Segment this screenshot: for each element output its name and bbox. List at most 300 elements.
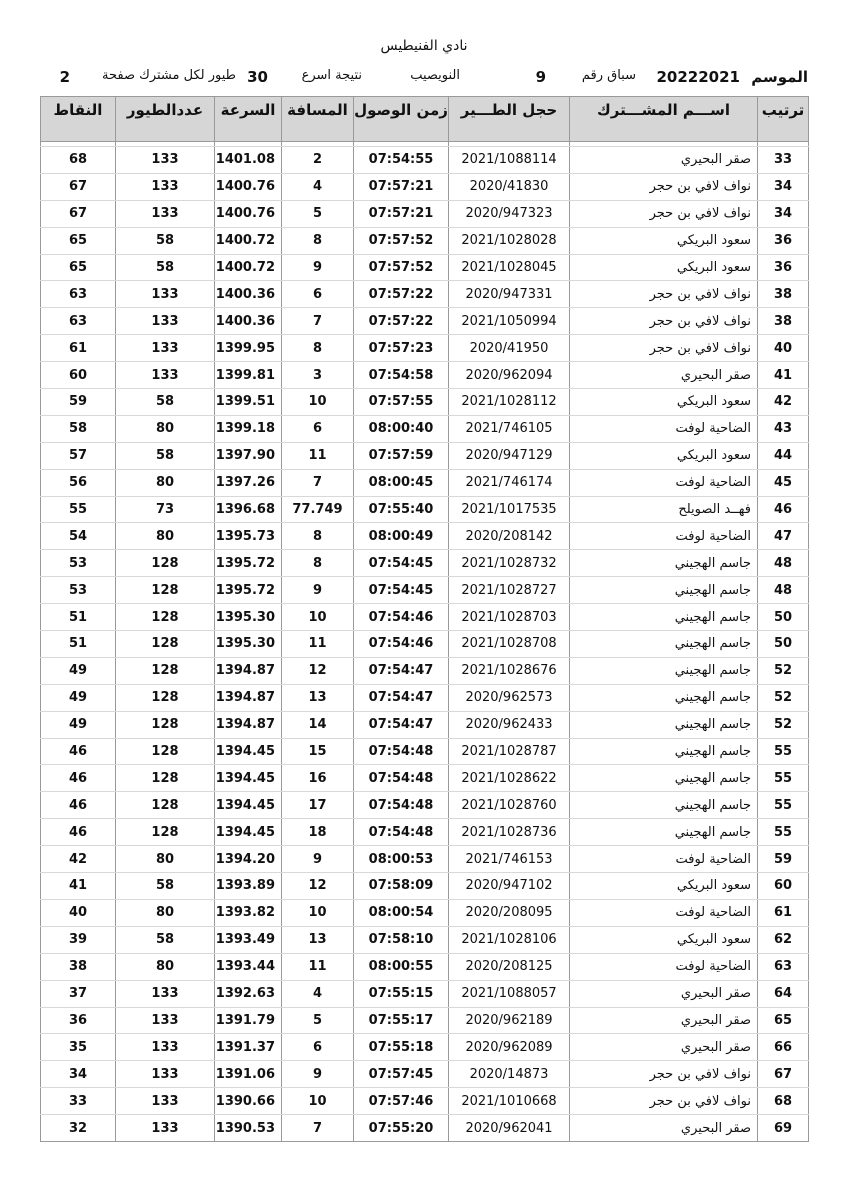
distance-cell: 6	[282, 281, 354, 308]
owner-name: الضاحية لوفت	[570, 846, 758, 873]
ring-number: 2021/1088057	[449, 980, 570, 1007]
table-row	[41, 577, 809, 604]
arrival-time: 07:54:48	[354, 765, 449, 792]
rank-cell: 36	[758, 227, 809, 254]
owner-name: صقر البحيري	[570, 147, 758, 174]
owner-name: الضاحية لوفت	[570, 899, 758, 926]
speed-cell: 1394.87	[215, 684, 282, 711]
owner-name: سعود البريكي	[570, 926, 758, 953]
points-cell: 49	[41, 711, 116, 738]
speed-cell: 1395.72	[215, 550, 282, 577]
speed-cell: 1399.18	[215, 415, 282, 442]
rank-cell: 52	[758, 711, 809, 738]
distance-cell: 9	[282, 254, 354, 281]
speed-cell: 1396.68	[215, 496, 282, 523]
distance-cell: 4	[282, 173, 354, 200]
points-cell: 49	[41, 684, 116, 711]
speed-cell: 1400.36	[215, 308, 282, 335]
arrival-time: 08:00:45	[354, 469, 449, 496]
points-cell: 38	[41, 953, 116, 980]
points-cell: 56	[41, 469, 116, 496]
speed-cell: 1397.90	[215, 442, 282, 469]
distance-cell: 12	[282, 657, 354, 684]
owner-name: جاسم الهجيني	[570, 657, 758, 684]
distance-cell: 17	[282, 792, 354, 819]
col-speed-header: السرعة	[215, 97, 282, 142]
table-row	[41, 281, 809, 308]
points-cell: 53	[41, 577, 116, 604]
distance-cell: 7	[282, 469, 354, 496]
ring-number: 2021/746174	[449, 469, 570, 496]
speed-cell: 1399.81	[215, 362, 282, 389]
rank-cell: 45	[758, 469, 809, 496]
points-cell: 42	[41, 846, 116, 873]
rank-cell: 34	[758, 173, 809, 200]
rank-cell: 66	[758, 1034, 809, 1061]
ring-number: 2020/41950	[449, 335, 570, 362]
ring-number: 2021/746153	[449, 846, 570, 873]
col-distance-header: المسافة	[282, 97, 354, 142]
table-row	[41, 308, 809, 335]
ring-number: 2021/1050994	[449, 308, 570, 335]
distance-cell: 18	[282, 819, 354, 846]
points-cell: 46	[41, 792, 116, 819]
owner-name: الضاحية لوفت	[570, 953, 758, 980]
ring-number: 2021/1028732	[449, 550, 570, 577]
owner-name: جاسم الهجيني	[570, 792, 758, 819]
birds-count-cell: 128	[116, 550, 215, 577]
owner-name: نواف لافي بن حجر	[570, 173, 758, 200]
rank-cell: 36	[758, 254, 809, 281]
arrival-time: 07:57:59	[354, 442, 449, 469]
distance-cell: 15	[282, 738, 354, 765]
birds-count-cell: 128	[116, 819, 215, 846]
birds-count-cell: 58	[116, 926, 215, 953]
rank-cell: 41	[758, 362, 809, 389]
header-row	[41, 97, 809, 142]
rank-cell: 46	[758, 496, 809, 523]
table-row	[41, 873, 809, 900]
points-cell: 46	[41, 765, 116, 792]
distance-cell: 6	[282, 1034, 354, 1061]
ring-number: 2020/962189	[449, 1007, 570, 1034]
table-row	[41, 200, 809, 227]
distance-cell: 10	[282, 899, 354, 926]
club-name: نادي الفنيطيس	[380, 38, 468, 54]
arrival-time: 07:54:45	[354, 577, 449, 604]
owner-name: نواف لافي بن حجر	[570, 308, 758, 335]
rank-cell: 52	[758, 657, 809, 684]
rank-cell: 59	[758, 846, 809, 873]
distance-cell: 8	[282, 550, 354, 577]
table-row	[41, 846, 809, 873]
owner-name: نواف لافي بن حجر	[570, 335, 758, 362]
birds-count-cell: 128	[116, 631, 215, 658]
distance-cell: 77.749	[282, 496, 354, 523]
table-row	[41, 442, 809, 469]
speed-cell: 1394.87	[215, 657, 282, 684]
speed-cell: 1400.76	[215, 200, 282, 227]
col-ring-header: حجل الطـــير	[449, 97, 570, 142]
race-info-row	[40, 68, 808, 90]
birds-count-cell: 133	[116, 1088, 215, 1115]
speed-cell: 1399.95	[215, 335, 282, 362]
owner-name: جاسم الهجيني	[570, 738, 758, 765]
rank-cell: 34	[758, 200, 809, 227]
distance-cell: 13	[282, 926, 354, 953]
table-row	[41, 1061, 809, 1088]
speed-cell: 1393.44	[215, 953, 282, 980]
ring-number: 2020/962433	[449, 711, 570, 738]
distance-cell: 13	[282, 684, 354, 711]
birds-count-cell: 133	[116, 362, 215, 389]
arrival-time: 07:57:22	[354, 281, 449, 308]
points-cell: 60	[41, 362, 116, 389]
rank-cell: 50	[758, 604, 809, 631]
rank-cell: 33	[758, 147, 809, 174]
table-row	[41, 415, 809, 442]
arrival-time: 07:57:55	[354, 389, 449, 416]
arrival-time: 07:54:47	[354, 711, 449, 738]
page-number: 2	[59, 68, 70, 86]
points-cell: 63	[41, 281, 116, 308]
points-cell: 63	[41, 308, 116, 335]
ring-number: 2021/1028045	[449, 254, 570, 281]
ring-number: 2021/1017535	[449, 496, 570, 523]
birds-count-cell: 58	[116, 227, 215, 254]
birds-count-cell: 128	[116, 657, 215, 684]
arrival-time: 07:57:21	[354, 173, 449, 200]
speed-cell: 1395.30	[215, 604, 282, 631]
arrival-time: 07:57:23	[354, 335, 449, 362]
speed-cell: 1392.63	[215, 980, 282, 1007]
points-cell: 35	[41, 1034, 116, 1061]
ring-number: 2021/1028676	[449, 657, 570, 684]
points-cell: 54	[41, 523, 116, 550]
ring-number: 2021/1028727	[449, 577, 570, 604]
table-row	[41, 711, 809, 738]
ring-number: 2021/1028112	[449, 389, 570, 416]
owner-name: جاسم الهجيني	[570, 577, 758, 604]
points-cell: 32	[41, 1115, 116, 1142]
arrival-time: 07:57:45	[354, 1061, 449, 1088]
owner-name: جاسم الهجيني	[570, 550, 758, 577]
speed-cell: 1394.45	[215, 819, 282, 846]
arrival-time: 07:54:47	[354, 684, 449, 711]
table-row	[41, 1088, 809, 1115]
arrival-time: 07:54:58	[354, 362, 449, 389]
distance-cell: 5	[282, 1007, 354, 1034]
rank-cell: 64	[758, 980, 809, 1007]
speed-cell: 1400.36	[215, 281, 282, 308]
arrival-time: 07:57:21	[354, 200, 449, 227]
points-cell: 37	[41, 980, 116, 1007]
speed-cell: 1395.73	[215, 523, 282, 550]
speed-cell: 1397.26	[215, 469, 282, 496]
distance-cell: 11	[282, 631, 354, 658]
ring-number: 2021/1028787	[449, 738, 570, 765]
rank-cell: 55	[758, 738, 809, 765]
arrival-time: 07:55:20	[354, 1115, 449, 1142]
speed-cell: 1400.76	[215, 173, 282, 200]
speed-cell: 1391.06	[215, 1061, 282, 1088]
birds-count-cell: 128	[116, 765, 215, 792]
ring-number: 2021/1028703	[449, 604, 570, 631]
birds-count-cell: 133	[116, 147, 215, 174]
owner-name: جاسم الهجيني	[570, 604, 758, 631]
speed-cell: 1391.37	[215, 1034, 282, 1061]
speed-cell: 1393.49	[215, 926, 282, 953]
rank-cell: 68	[758, 1088, 809, 1115]
race-number: 9	[535, 68, 546, 86]
table-row	[41, 792, 809, 819]
table-row	[41, 980, 809, 1007]
distance-cell: 11	[282, 442, 354, 469]
rank-cell: 42	[758, 389, 809, 416]
speed-cell: 1394.45	[215, 765, 282, 792]
birds-count-cell: 133	[116, 173, 215, 200]
owner-name: الضاحية لوفت	[570, 523, 758, 550]
arrival-time: 08:00:54	[354, 899, 449, 926]
distance-cell: 8	[282, 335, 354, 362]
arrival-time: 07:57:52	[354, 227, 449, 254]
owner-name: صقر البحيري	[570, 1115, 758, 1142]
birds-count-cell: 133	[116, 308, 215, 335]
distance-cell: 11	[282, 953, 354, 980]
speed-cell: 1391.79	[215, 1007, 282, 1034]
ring-number: 2021/1088114	[449, 147, 570, 174]
speed-cell: 1394.87	[215, 711, 282, 738]
owner-name: نواف لافي بن حجر	[570, 281, 758, 308]
rank-cell: 61	[758, 899, 809, 926]
owner-name: نواف لافي بن حجر	[570, 1088, 758, 1115]
distance-cell: 3	[282, 362, 354, 389]
table-row	[41, 1034, 809, 1061]
arrival-time: 07:57:22	[354, 308, 449, 335]
rank-cell: 55	[758, 765, 809, 792]
distance-cell: 10	[282, 389, 354, 416]
arrival-time: 07:55:40	[354, 496, 449, 523]
distance-cell: 6	[282, 415, 354, 442]
distance-cell: 8	[282, 523, 354, 550]
points-cell: 68	[41, 147, 116, 174]
table-row	[41, 631, 809, 658]
points-cell: 65	[41, 254, 116, 281]
points-cell: 36	[41, 1007, 116, 1034]
owner-name: نواف لافي بن حجر	[570, 1061, 758, 1088]
birds-count-cell: 58	[116, 389, 215, 416]
owner-name: سعود البريكي	[570, 873, 758, 900]
distance-cell: 7	[282, 308, 354, 335]
ring-number: 2021/1028028	[449, 227, 570, 254]
ring-number: 2020/208125	[449, 953, 570, 980]
speed-cell: 1390.53	[215, 1115, 282, 1142]
distance-cell: 5	[282, 200, 354, 227]
results-body	[41, 142, 809, 1142]
rank-cell: 55	[758, 792, 809, 819]
birds-count-cell: 80	[116, 415, 215, 442]
birds-count-cell: 58	[116, 873, 215, 900]
season-label: الموسم	[751, 68, 808, 86]
points-cell: 51	[41, 631, 116, 658]
ring-number: 2021/1028106	[449, 926, 570, 953]
birds-count-cell: 133	[116, 281, 215, 308]
table-row	[41, 362, 809, 389]
distance-cell: 10	[282, 1088, 354, 1115]
speed-cell: 1399.51	[215, 389, 282, 416]
col-rank-header: ترتيب	[758, 97, 809, 142]
speed-cell: 1400.72	[215, 254, 282, 281]
owner-name: جاسم الهجيني	[570, 765, 758, 792]
rank-cell: 62	[758, 926, 809, 953]
speed-cell: 1401.08	[215, 147, 282, 174]
points-cell: 49	[41, 657, 116, 684]
distance-cell: 7	[282, 1115, 354, 1142]
distance-cell: 8	[282, 227, 354, 254]
points-cell: 39	[41, 926, 116, 953]
table-row	[41, 899, 809, 926]
ring-number: 2020/208095	[449, 899, 570, 926]
ring-number: 2021/1028622	[449, 765, 570, 792]
rank-cell: 55	[758, 819, 809, 846]
speed-cell: 1393.89	[215, 873, 282, 900]
table-row	[41, 227, 809, 254]
birds-count: 30	[247, 68, 268, 86]
table-row	[41, 389, 809, 416]
birds-count-cell: 128	[116, 738, 215, 765]
distance-cell: 16	[282, 765, 354, 792]
per-participant-label: طيور لكل مشترك صفحة	[102, 68, 236, 83]
result-label: نتيجة اسرع	[301, 68, 362, 83]
arrival-time: 07:54:46	[354, 604, 449, 631]
speed-cell: 1394.20	[215, 846, 282, 873]
season-value: 20222021	[656, 68, 740, 86]
rank-cell: 48	[758, 577, 809, 604]
table-row	[41, 550, 809, 577]
owner-name: نواف لافي بن حجر	[570, 200, 758, 227]
table-row	[41, 765, 809, 792]
birds-count-cell: 128	[116, 577, 215, 604]
results-table	[40, 96, 809, 1142]
ring-number: 2020/14873	[449, 1061, 570, 1088]
arrival-time: 07:55:17	[354, 1007, 449, 1034]
owner-name: فهــد الصويلح	[570, 496, 758, 523]
table-row	[41, 469, 809, 496]
distance-cell: 10	[282, 604, 354, 631]
owner-name: صقر البحيري	[570, 1007, 758, 1034]
ring-number: 2020/947331	[449, 281, 570, 308]
owner-name: سعود البريكي	[570, 442, 758, 469]
ring-number: 2020/962573	[449, 684, 570, 711]
col-owner-header: اســـم المشـــترك	[570, 97, 758, 142]
birds-count-cell: 133	[116, 335, 215, 362]
arrival-time: 07:54:46	[354, 631, 449, 658]
rank-cell: 47	[758, 523, 809, 550]
points-cell: 46	[41, 819, 116, 846]
owner-name: جاسم الهجيني	[570, 819, 758, 846]
table-row	[41, 1115, 809, 1142]
birds-count-cell: 58	[116, 254, 215, 281]
arrival-time: 07:54:48	[354, 819, 449, 846]
rank-cell: 60	[758, 873, 809, 900]
speed-cell: 1394.45	[215, 738, 282, 765]
birds-count-cell: 133	[116, 1061, 215, 1088]
table-row	[41, 819, 809, 846]
owner-name: جاسم الهجيني	[570, 711, 758, 738]
ring-number: 2021/1010668	[449, 1088, 570, 1115]
owner-name: جاسم الهجيني	[570, 631, 758, 658]
points-cell: 65	[41, 227, 116, 254]
points-cell: 40	[41, 899, 116, 926]
ring-number: 2020/962041	[449, 1115, 570, 1142]
table-row	[41, 254, 809, 281]
owner-name: الضاحية لوفت	[570, 469, 758, 496]
points-cell: 55	[41, 496, 116, 523]
table-row	[41, 523, 809, 550]
birds-count-cell: 133	[116, 1007, 215, 1034]
owner-name: جاسم الهجيني	[570, 684, 758, 711]
birds-count-cell: 133	[116, 200, 215, 227]
rank-cell: 43	[758, 415, 809, 442]
arrival-time: 07:58:09	[354, 873, 449, 900]
table-row	[41, 953, 809, 980]
table-row	[41, 738, 809, 765]
owner-name: صقر البحيري	[570, 980, 758, 1007]
points-cell: 67	[41, 200, 116, 227]
distance-cell: 12	[282, 873, 354, 900]
table-row	[41, 496, 809, 523]
owner-name: سعود البريكي	[570, 227, 758, 254]
points-cell: 34	[41, 1061, 116, 1088]
birds-count-cell: 128	[116, 711, 215, 738]
speed-cell: 1394.45	[215, 792, 282, 819]
birds-count-cell: 73	[116, 496, 215, 523]
owner-name: سعود البريكي	[570, 389, 758, 416]
points-cell: 46	[41, 738, 116, 765]
table-row	[41, 604, 809, 631]
distance-cell: 14	[282, 711, 354, 738]
table-row	[41, 926, 809, 953]
owner-name: سعود البريكي	[570, 254, 758, 281]
arrival-time: 08:00:53	[354, 846, 449, 873]
rank-cell: 50	[758, 631, 809, 658]
distance-cell: 9	[282, 846, 354, 873]
speed-cell: 1393.82	[215, 899, 282, 926]
birds-count-cell: 133	[116, 980, 215, 1007]
rank-cell: 38	[758, 308, 809, 335]
birds-count-cell: 80	[116, 953, 215, 980]
owner-name: صقر البحيري	[570, 362, 758, 389]
arrival-time: 08:00:40	[354, 415, 449, 442]
points-cell: 58	[41, 415, 116, 442]
ring-number: 2020/962089	[449, 1034, 570, 1061]
table-row	[41, 173, 809, 200]
rank-cell: 40	[758, 335, 809, 362]
arrival-time: 08:00:55	[354, 953, 449, 980]
rank-cell: 63	[758, 953, 809, 980]
rank-cell: 65	[758, 1007, 809, 1034]
ring-number: 2021/1028736	[449, 819, 570, 846]
points-cell: 41	[41, 873, 116, 900]
speed-cell: 1390.66	[215, 1088, 282, 1115]
table-row	[41, 335, 809, 362]
owner-name: الضاحية لوفت	[570, 415, 758, 442]
ring-number: 2021/746105	[449, 415, 570, 442]
ring-number: 2020/947323	[449, 200, 570, 227]
birds-count-cell: 128	[116, 792, 215, 819]
table-row	[41, 1007, 809, 1034]
ring-number: 2020/947102	[449, 873, 570, 900]
